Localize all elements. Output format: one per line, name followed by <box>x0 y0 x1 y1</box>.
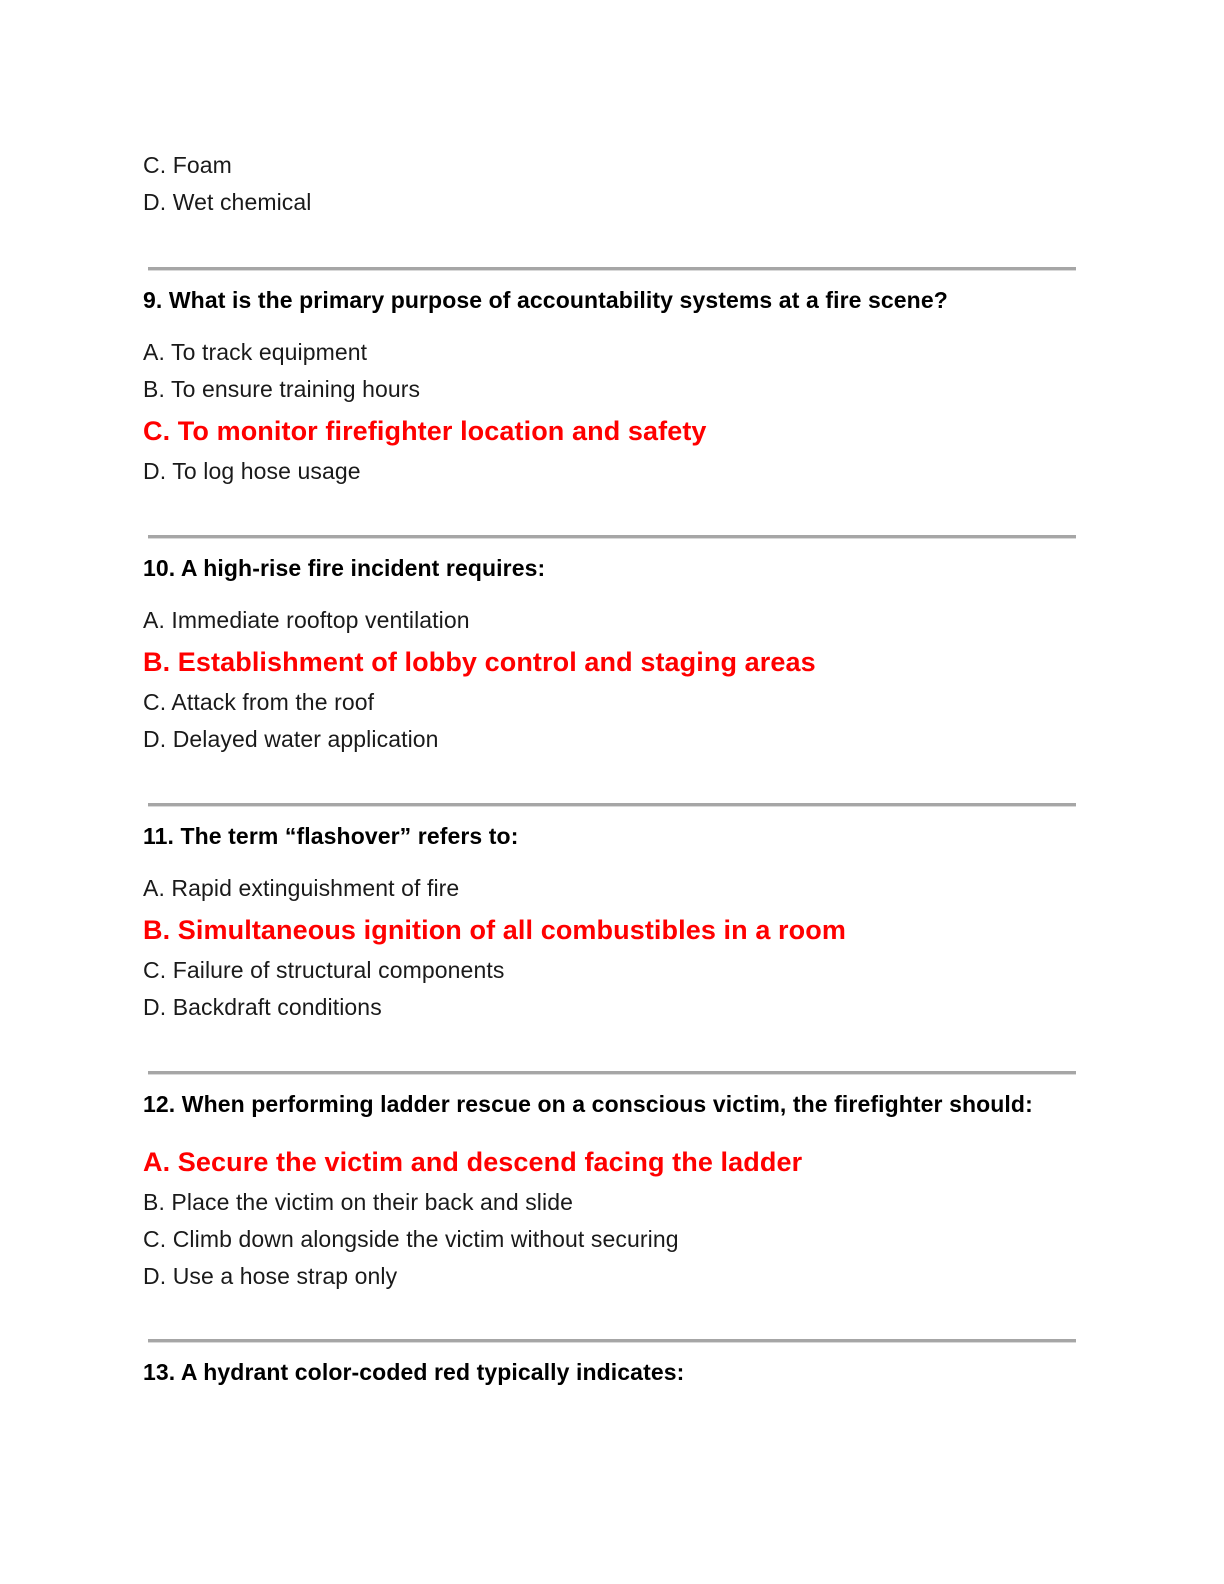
q9-option-c-correct: C. To monitor firefighter location and safety <box>143 416 707 446</box>
q11-option-b-correct: B. Simultaneous ignition of all combustibles in a room <box>143 915 846 945</box>
divider <box>148 1071 1076 1075</box>
q12-question: 12. When performing ladder rescue on a conscious victim, the firefighter should: <box>143 1091 1033 1117</box>
q11-option-a: A. Rapid extinguishment of fire <box>143 875 460 901</box>
q10-question: 10. A high-rise fire incident requires: <box>143 555 546 581</box>
q10-option-d: D. Delayed water application <box>143 726 439 752</box>
q12-option-c: C. Climb down alongside the victim without securing <box>143 1226 679 1252</box>
q12-option-a-correct: A. Secure the victim and descend facing the ladder <box>143 1147 803 1177</box>
q10-option-c: C. Attack from the roof <box>143 689 375 715</box>
q8-option-d: D. Wet chemical <box>143 189 312 215</box>
q10-option-a: A. Immediate rooftop ventilation <box>143 607 470 633</box>
q8-option-c: C. Foam <box>143 152 232 178</box>
divider <box>148 267 1076 271</box>
divider <box>148 535 1076 539</box>
q11-option-c: C. Failure of structural components <box>143 957 505 983</box>
q11-question: 11. The term “flashover” refers to: <box>143 823 519 849</box>
q9-question: 9. What is the primary purpose of accountability systems at a fire scene? <box>143 287 948 313</box>
q9-option-a: A. To track equipment <box>143 339 368 365</box>
q9-option-b: B. To ensure training hours <box>143 376 421 402</box>
q13-question: 13. A hydrant color-coded red typically indicates: <box>143 1359 685 1385</box>
q12-option-d: D. Use a hose strap only <box>143 1263 398 1289</box>
q12-option-b: B. Place the victim on their back and slide <box>143 1189 574 1215</box>
q11-option-d: D. Backdraft conditions <box>143 994 382 1020</box>
q9-option-d: D. To log hose usage <box>143 458 361 484</box>
divider <box>148 803 1076 807</box>
q10-option-b-correct: B. Establishment of lobby control and staging areas <box>143 647 816 677</box>
divider <box>148 1339 1076 1343</box>
